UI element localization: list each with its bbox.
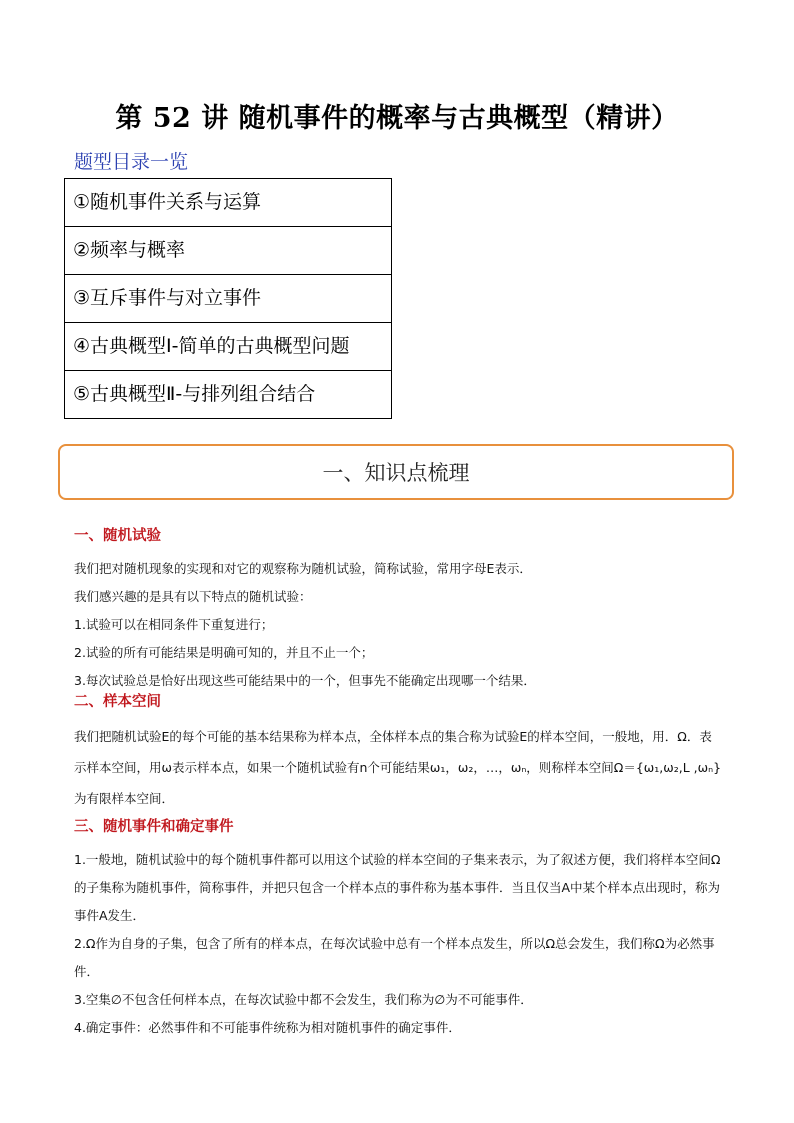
paragraph: 3.每次试验总是恰好出现这些可能结果中的一个，但事先不能确定出现哪一个结果．	[74, 673, 536, 688]
toc-table	[64, 178, 392, 419]
paragraph: 2.Ω作为自身的子集，包含了所有的样本点，在每次试验中总有一个样本点发生，所以Ω总会发生，我们称Ω为必然事件．	[74, 936, 715, 979]
paragraph: 我们感兴趣的是具有以下特点的随机试验：	[74, 589, 312, 604]
paragraph: 我们把随机试验E的每个可能的基本结果称为样本点，全体样本点的集合称为试验E的样本空间，一般地，用．Ω．表示样本空间，用ω表示样本点，如果一个随机试验有n个可能结果ω₁，ω₂，…，ωₙ，则称样本空间Ω＝{ω₁,ω₂,L ,ωₙ}为有限样本空间．	[74, 729, 722, 806]
section-title: 三、随机事件和确定事件	[74, 819, 234, 835]
toc-item[interactable]: ①随机事件关系与运算	[65, 179, 392, 227]
section-banner: 一、知识点梳理	[58, 444, 734, 500]
paragraph: 1.试验可以在相同条件下重复进行；	[74, 617, 274, 632]
paragraph: 我们把对随机现象的实现和对它的观察称为随机试验，简称试验，常用字母E表示．	[74, 561, 532, 576]
section-title: 二、样本空间	[74, 694, 161, 710]
section-random-and-certain-events	[74, 815, 724, 1042]
toc-item[interactable]: ⑤古典概型Ⅱ-与排列组合结合	[65, 371, 392, 419]
toc-item[interactable]: ③互斥事件与对立事件	[65, 275, 392, 323]
toc-item[interactable]: ④古典概型Ⅰ-简单的古典概型问题	[65, 323, 392, 371]
page-title: 第 52 讲 随机事件的概率与古典概型（精讲）	[115, 103, 679, 134]
paragraph: 4.确定事件：必然事件和不可能事件统称为相对随机事件的确定事件．	[74, 1020, 461, 1035]
paragraph: 2.试验的所有可能结果是明确可知的，并且不止一个；	[74, 645, 374, 660]
section-random-experiment	[74, 524, 724, 695]
paragraph: 3.空集∅不包含任何样本点，在每次试验中都不会发生，我们称为∅为不可能事件．	[74, 992, 533, 1007]
paragraph: 1.一般地，随机试验中的每个随机事件都可以用这个试验的样本空间的子集来表示，为了叙述方便，我们将样本空间Ω的子集称为随机事件，简称事件，并把只包含一个样本点的事件称为基本事件．当且仅当A中某个样本点出现时，称为事件A发生．	[74, 852, 721, 923]
toc-item[interactable]: ②频率与概率	[65, 227, 392, 275]
section-title: 一、随机试验	[74, 528, 161, 544]
section-sample-space	[74, 690, 724, 814]
toc-heading: 题型目录一览	[74, 151, 189, 173]
